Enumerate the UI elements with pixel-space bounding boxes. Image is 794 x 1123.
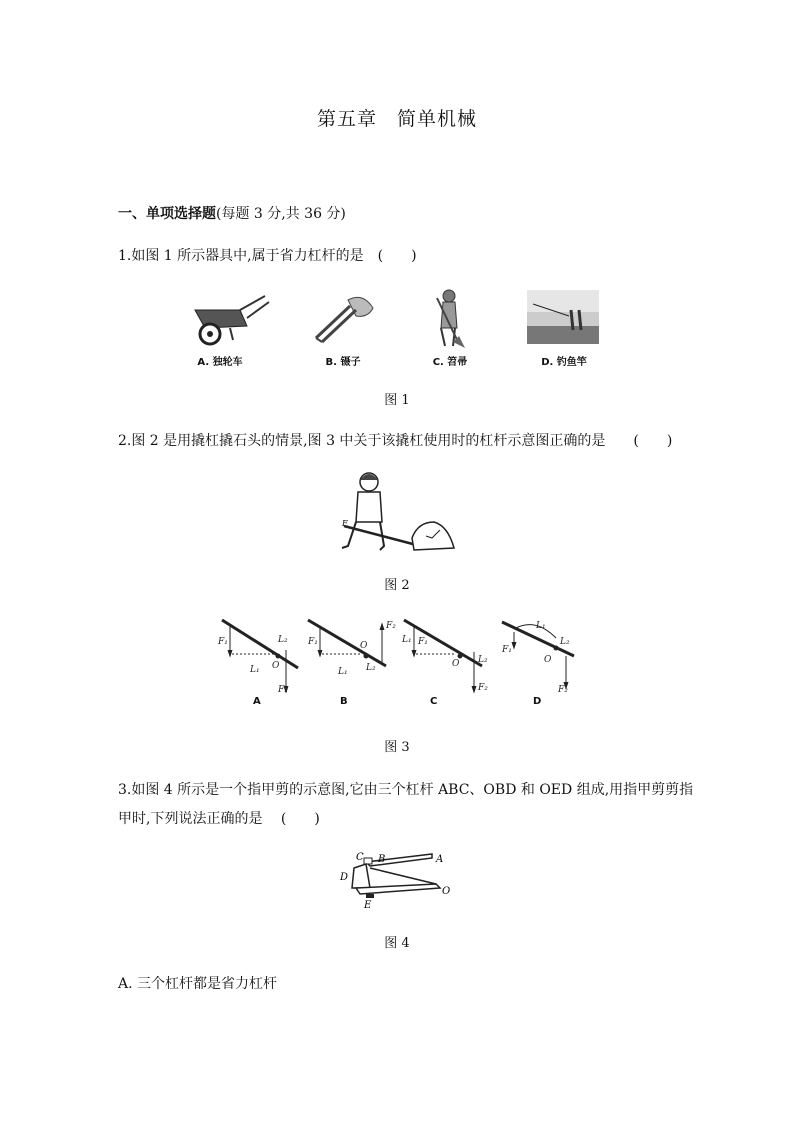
lever-diagrams (216, 614, 581, 696)
svg-text:B: B (378, 854, 386, 865)
lever-diagram-d (501, 621, 574, 695)
figure-4-caption: 图 4 (384, 936, 410, 951)
svg-text:F₂: F₂ (386, 621, 396, 631)
lever-label-d: D (533, 696, 542, 707)
svg-text:O: O (360, 641, 368, 651)
svg-text:F₂: F₂ (558, 685, 568, 695)
tweezers-image (308, 290, 378, 348)
question-2-text: 2.图 2 是用撬杠撬石头的情景,图 3 中关于该撬杠使用时的杠杆示意图正确的是 ( ) (118, 433, 673, 449)
figure-2-caption: 图 2 (384, 578, 410, 593)
svg-text:O: O (272, 661, 280, 671)
svg-text:O: O (544, 655, 552, 665)
svg-text:F₁: F₁ (502, 645, 512, 655)
crowbar-scene-image (336, 466, 458, 556)
svg-text:L₂: L₂ (478, 655, 488, 665)
lever-label-c: C (430, 696, 438, 707)
section-heading (118, 203, 346, 223)
svg-text:F₁: F₁ (308, 637, 318, 647)
lever-label-b: B (340, 696, 348, 707)
section-note: (每题 3 分,共 36 分) (216, 206, 346, 222)
page-title: 第五章 简单机械 (316, 108, 477, 130)
nail-clipper-diagram (336, 848, 458, 910)
svg-text:L₁: L₁ (250, 665, 260, 675)
svg-text:O: O (442, 886, 451, 897)
svg-text:L₂: L₂ (560, 637, 570, 647)
question-3-line-2: 甲时,下列说法正确的是 ( ) (118, 811, 320, 827)
svg-text:C: C (356, 852, 364, 863)
lever-diagram-c (401, 620, 488, 693)
wheelbarrow-image (185, 288, 275, 348)
svg-text:F: F (342, 519, 348, 528)
svg-text:L₁: L₁ (402, 635, 412, 645)
svg-text:F₁: F₁ (418, 637, 428, 647)
svg-text:F₂: F₂ (478, 683, 488, 693)
fishing-rod-image (527, 290, 599, 344)
lever-diagram-a (217, 620, 298, 695)
question-3-option-a: A. 三个杠杆都是省力杠杆 (118, 976, 278, 992)
q1-option-d: D. 钓鱼竿 (541, 357, 587, 368)
question-3-line-1: 3.如图 4 所示是一个指甲剪的示意图,它由三个杠杆 ABC、OBD 和 OED 组成,用指甲剪剪指 (118, 782, 694, 798)
svg-text:F₁: F₁ (218, 637, 228, 647)
svg-text:L₁: L₁ (536, 621, 546, 631)
figure-1-caption: 图 1 (384, 393, 410, 408)
svg-text:L₁: L₁ (338, 667, 348, 677)
section-title: 一、单项选择题 (118, 206, 216, 222)
svg-text:L₂: L₂ (278, 635, 288, 645)
svg-text:E: E (364, 900, 372, 910)
lever-label-a: A (253, 696, 261, 707)
q1-option-b: B. 镊子 (325, 357, 361, 368)
svg-text:A: A (436, 854, 444, 865)
svg-text:L₂: L₂ (366, 663, 376, 673)
q1-option-a: A. 独轮车 (197, 357, 243, 368)
broom-image (425, 288, 475, 350)
svg-text:D: D (340, 872, 349, 883)
lever-diagram-b (307, 620, 396, 677)
svg-text:F₂: F₂ (278, 685, 288, 695)
figure-3-caption: 图 3 (384, 740, 410, 755)
question-1-text: 1.如图 1 所示器具中,属于省力杠杆的是 ( ) (118, 248, 417, 264)
svg-text:O: O (452, 659, 460, 669)
q1-option-c: C. 笤帚 (432, 357, 468, 368)
